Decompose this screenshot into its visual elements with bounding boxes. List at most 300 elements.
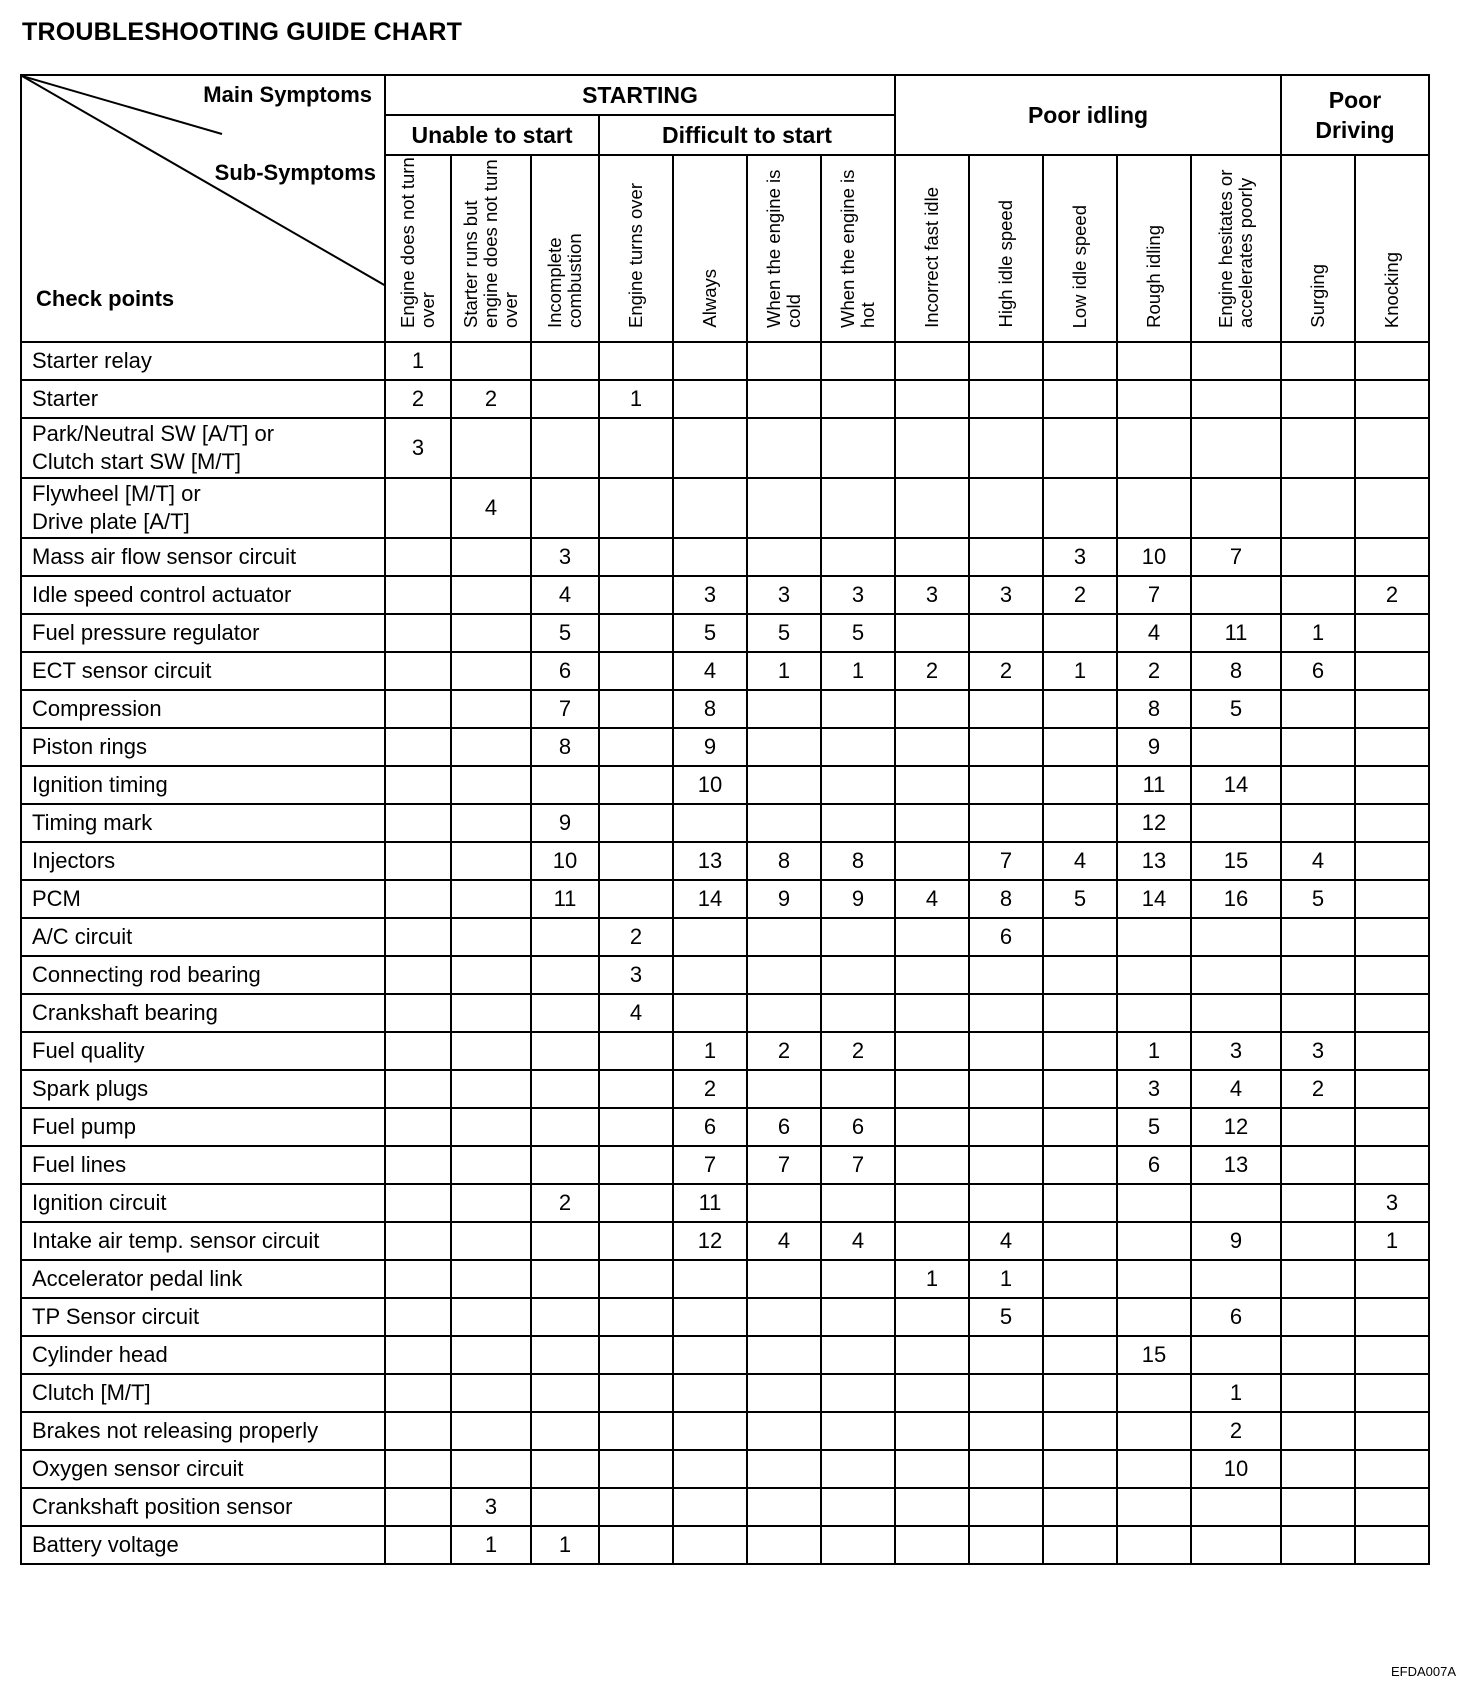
table-row — [21, 1374, 1429, 1412]
priority-cell: 14 — [673, 880, 747, 918]
sub-symptom-header — [599, 155, 673, 342]
priority-cell — [821, 1260, 895, 1298]
priority-cell — [385, 1450, 451, 1488]
subgroup-difficult-to-start: Difficult to start — [599, 115, 895, 155]
priority-cell — [969, 1488, 1043, 1526]
priority-cell — [599, 1526, 673, 1564]
priority-cell — [531, 380, 599, 418]
priority-cell — [1117, 342, 1191, 380]
priority-cell: 6 — [747, 1108, 821, 1146]
priority-cell — [385, 956, 451, 994]
priority-cell: 9 — [1191, 1222, 1281, 1260]
priority-cell — [747, 1526, 821, 1564]
priority-cell — [1281, 538, 1355, 576]
priority-cell — [747, 418, 821, 478]
priority-cell: 1 — [451, 1526, 531, 1564]
priority-cell — [1281, 1374, 1355, 1412]
priority-cell — [747, 1070, 821, 1108]
priority-cell — [969, 380, 1043, 418]
priority-cell — [1043, 956, 1117, 994]
priority-cell — [1191, 1184, 1281, 1222]
sub-symptom-header — [1043, 155, 1117, 342]
priority-cell — [1043, 1450, 1117, 1488]
figure-code: EFDA007A — [1390, 1664, 1456, 1679]
priority-cell — [451, 1336, 531, 1374]
priority-cell — [531, 994, 599, 1032]
priority-cell: 7 — [821, 1146, 895, 1184]
priority-cell — [451, 1070, 531, 1108]
priority-cell — [895, 728, 969, 766]
table-row — [21, 1070, 1429, 1108]
priority-cell — [1355, 342, 1429, 380]
priority-cell — [895, 1374, 969, 1412]
priority-cell — [1355, 1336, 1429, 1374]
table-row — [21, 1298, 1429, 1336]
priority-cell: 1 — [969, 1260, 1043, 1298]
priority-cell: 4 — [1043, 842, 1117, 880]
troubleshooting-table — [20, 74, 1430, 1565]
priority-cell: 10 — [531, 842, 599, 880]
priority-cell — [531, 1146, 599, 1184]
priority-cell — [1043, 1070, 1117, 1108]
priority-cell: 2 — [1281, 1070, 1355, 1108]
priority-cell — [385, 918, 451, 956]
priority-cell — [747, 478, 821, 538]
table-row — [21, 1412, 1429, 1450]
group-poor-idling: Poor idling — [895, 75, 1281, 155]
table-row — [21, 1488, 1429, 1526]
priority-cell — [1191, 576, 1281, 614]
priority-cell: 2 — [1355, 576, 1429, 614]
priority-cell: 3 — [1117, 1070, 1191, 1108]
sub-symptom-header — [1191, 155, 1281, 342]
priority-cell — [531, 1450, 599, 1488]
check-point-label: A/C circuit — [21, 918, 385, 956]
priority-cell — [1117, 380, 1191, 418]
priority-cell — [531, 1488, 599, 1526]
priority-cell — [673, 478, 747, 538]
priority-cell — [969, 690, 1043, 728]
check-point-label: Injectors — [21, 842, 385, 880]
priority-cell — [747, 918, 821, 956]
priority-cell — [1355, 804, 1429, 842]
priority-cell: 13 — [673, 842, 747, 880]
priority-cell — [599, 538, 673, 576]
priority-cell — [895, 1336, 969, 1374]
priority-cell — [969, 728, 1043, 766]
priority-cell — [1281, 1526, 1355, 1564]
priority-cell — [895, 766, 969, 804]
priority-cell: 6 — [531, 652, 599, 690]
check-point-label: Mass air flow sensor circuit — [21, 538, 385, 576]
priority-cell — [821, 380, 895, 418]
table-row — [21, 576, 1429, 614]
group-starting: STARTING — [385, 75, 895, 115]
priority-cell: 4 — [1117, 614, 1191, 652]
sub-symptom-header — [673, 155, 747, 342]
priority-cell — [821, 918, 895, 956]
priority-cell — [747, 1374, 821, 1412]
subgroup-unable-to-start: Unable to start — [385, 115, 599, 155]
priority-cell — [531, 1260, 599, 1298]
priority-cell — [895, 538, 969, 576]
priority-cell: 3 — [599, 956, 673, 994]
priority-cell: 1 — [895, 1260, 969, 1298]
priority-cell — [385, 478, 451, 538]
priority-cell — [1355, 418, 1429, 478]
priority-cell — [821, 1298, 895, 1336]
priority-cell — [1191, 1526, 1281, 1564]
priority-cell — [451, 1412, 531, 1450]
priority-cell — [599, 1222, 673, 1260]
sub-symptom-label: Low idle speed — [1069, 204, 1090, 328]
priority-cell — [385, 804, 451, 842]
priority-cell — [1281, 994, 1355, 1032]
priority-cell — [747, 728, 821, 766]
priority-cell — [969, 1146, 1043, 1184]
priority-cell — [747, 1260, 821, 1298]
priority-cell — [1117, 1260, 1191, 1298]
table-row — [21, 478, 1429, 538]
priority-cell: 5 — [821, 614, 895, 652]
priority-cell: 6 — [673, 1108, 747, 1146]
priority-cell: 8 — [1191, 652, 1281, 690]
sub-symptom-header — [531, 155, 599, 342]
priority-cell — [599, 1032, 673, 1070]
priority-cell — [673, 1298, 747, 1336]
priority-cell — [599, 1070, 673, 1108]
priority-cell — [747, 538, 821, 576]
priority-cell — [673, 1336, 747, 1374]
check-point-label: Timing mark — [21, 804, 385, 842]
sub-symptom-label: Engine turns over — [625, 182, 646, 328]
check-point-label: Flywheel [M/T] or Drive plate [A/T] — [21, 478, 385, 538]
priority-cell — [821, 728, 895, 766]
priority-cell — [747, 1298, 821, 1336]
priority-cell: 3 — [1281, 1032, 1355, 1070]
priority-cell — [1191, 956, 1281, 994]
main-symptoms-label: Main Symptoms — [203, 82, 372, 107]
priority-cell: 6 — [1281, 652, 1355, 690]
priority-cell — [599, 728, 673, 766]
priority-cell — [451, 842, 531, 880]
priority-cell — [599, 1488, 673, 1526]
priority-cell — [451, 690, 531, 728]
priority-cell — [1355, 766, 1429, 804]
priority-cell — [1355, 1374, 1429, 1412]
check-point-label: Fuel lines — [21, 1146, 385, 1184]
priority-cell — [599, 690, 673, 728]
priority-cell: 5 — [969, 1298, 1043, 1336]
priority-cell — [969, 1412, 1043, 1450]
priority-cell — [1117, 1488, 1191, 1526]
priority-cell — [1043, 690, 1117, 728]
priority-cell: 2 — [747, 1032, 821, 1070]
priority-cell — [531, 1070, 599, 1108]
priority-cell: 12 — [1191, 1108, 1281, 1146]
priority-cell: 10 — [1117, 538, 1191, 576]
priority-cell — [1043, 1336, 1117, 1374]
priority-cell — [451, 918, 531, 956]
priority-cell: 2 — [1117, 652, 1191, 690]
check-point-label: Idle speed control actuator — [21, 576, 385, 614]
priority-cell: 1 — [531, 1526, 599, 1564]
priority-cell — [747, 380, 821, 418]
priority-cell — [895, 1032, 969, 1070]
table-row — [21, 690, 1429, 728]
priority-cell — [451, 652, 531, 690]
chart-title: TROUBLESHOOTING GUIDE CHART — [22, 18, 463, 46]
priority-cell — [1043, 380, 1117, 418]
priority-cell: 11 — [1191, 614, 1281, 652]
priority-cell — [1117, 1298, 1191, 1336]
priority-cell — [747, 1336, 821, 1374]
check-point-label: Starter relay — [21, 342, 385, 380]
check-point-label: Spark plugs — [21, 1070, 385, 1108]
priority-cell — [1117, 1450, 1191, 1488]
sub-symptom-label: Engine hesitates or accelerates poorly — [1215, 169, 1256, 328]
priority-cell — [531, 342, 599, 380]
priority-cell — [385, 1108, 451, 1146]
priority-cell — [1355, 478, 1429, 538]
priority-cell — [599, 614, 673, 652]
priority-cell — [1281, 576, 1355, 614]
priority-cell — [385, 1070, 451, 1108]
check-point-label: Fuel pressure regulator — [21, 614, 385, 652]
priority-cell — [747, 804, 821, 842]
priority-cell: 2 — [1043, 576, 1117, 614]
priority-cell: 13 — [1191, 1146, 1281, 1184]
priority-cell — [599, 1374, 673, 1412]
check-point-label: Oxygen sensor circuit — [21, 1450, 385, 1488]
priority-cell — [451, 1032, 531, 1070]
table-row — [21, 766, 1429, 804]
priority-cell — [673, 418, 747, 478]
sub-symptom-label: Knocking — [1381, 251, 1402, 328]
priority-cell — [1043, 1184, 1117, 1222]
priority-cell: 6 — [1191, 1298, 1281, 1336]
priority-cell: 7 — [747, 1146, 821, 1184]
priority-cell: 3 — [1043, 538, 1117, 576]
priority-cell — [1355, 1298, 1429, 1336]
priority-cell: 2 — [451, 380, 531, 418]
priority-cell — [1191, 478, 1281, 538]
sub-symptom-header — [821, 155, 895, 342]
check-point-label: Ignition timing — [21, 766, 385, 804]
priority-cell — [1043, 418, 1117, 478]
priority-cell — [1191, 342, 1281, 380]
priority-cell — [531, 1412, 599, 1450]
priority-cell — [747, 690, 821, 728]
priority-cell: 5 — [1117, 1108, 1191, 1146]
priority-cell — [531, 1336, 599, 1374]
priority-cell — [531, 1298, 599, 1336]
priority-cell — [385, 728, 451, 766]
table-row — [21, 1526, 1429, 1564]
priority-cell — [673, 538, 747, 576]
check-point-label: Ignition circuit — [21, 1184, 385, 1222]
priority-cell — [1191, 418, 1281, 478]
priority-cell — [969, 342, 1043, 380]
priority-cell — [385, 538, 451, 576]
priority-cell — [385, 1412, 451, 1450]
priority-cell — [531, 918, 599, 956]
check-point-label: Crankshaft position sensor — [21, 1488, 385, 1526]
priority-cell: 5 — [1191, 690, 1281, 728]
priority-cell — [1117, 918, 1191, 956]
priority-cell — [1355, 728, 1429, 766]
priority-cell: 13 — [1117, 842, 1191, 880]
priority-cell: 3 — [821, 576, 895, 614]
priority-cell: 11 — [1117, 766, 1191, 804]
priority-cell: 5 — [531, 614, 599, 652]
priority-cell — [1191, 1336, 1281, 1374]
sub-symptom-label: Incorrect fast idle — [921, 187, 942, 328]
priority-cell — [451, 804, 531, 842]
priority-cell — [1117, 1184, 1191, 1222]
priority-cell: 10 — [673, 766, 747, 804]
priority-cell — [895, 1488, 969, 1526]
priority-cell — [969, 1184, 1043, 1222]
table-row — [21, 342, 1429, 380]
priority-cell — [451, 1450, 531, 1488]
priority-cell: 6 — [1117, 1146, 1191, 1184]
priority-cell: 4 — [599, 994, 673, 1032]
priority-cell: 5 — [1281, 880, 1355, 918]
priority-cell — [895, 690, 969, 728]
priority-cell — [599, 1260, 673, 1298]
priority-cell: 8 — [1117, 690, 1191, 728]
priority-cell — [821, 418, 895, 478]
priority-cell — [1281, 918, 1355, 956]
priority-cell — [385, 1146, 451, 1184]
priority-cell — [1117, 1222, 1191, 1260]
priority-cell: 2 — [821, 1032, 895, 1070]
priority-cell: 10 — [1191, 1450, 1281, 1488]
priority-cell: 8 — [673, 690, 747, 728]
priority-cell: 1 — [1281, 614, 1355, 652]
priority-cell — [1281, 1222, 1355, 1260]
priority-cell — [385, 1488, 451, 1526]
priority-cell — [673, 1260, 747, 1298]
priority-cell: 3 — [531, 538, 599, 576]
priority-cell — [1043, 1412, 1117, 1450]
priority-cell — [1281, 728, 1355, 766]
priority-cell — [821, 1070, 895, 1108]
priority-cell — [969, 1526, 1043, 1564]
table-row — [21, 1032, 1429, 1070]
priority-cell — [1355, 994, 1429, 1032]
priority-cell — [1355, 380, 1429, 418]
priority-cell — [599, 804, 673, 842]
check-point-label: Battery voltage — [21, 1526, 385, 1564]
table-row — [21, 652, 1429, 690]
priority-cell — [1043, 1146, 1117, 1184]
priority-cell: 3 — [673, 576, 747, 614]
priority-cell — [1281, 1298, 1355, 1336]
sub-symptom-label: Incomplete combustion — [544, 233, 585, 328]
priority-cell: 11 — [531, 880, 599, 918]
priority-cell — [747, 1184, 821, 1222]
priority-cell: 15 — [1191, 842, 1281, 880]
priority-cell — [1043, 804, 1117, 842]
priority-cell — [599, 1298, 673, 1336]
priority-cell — [1191, 1488, 1281, 1526]
priority-cell: 11 — [673, 1184, 747, 1222]
priority-cell — [451, 994, 531, 1032]
priority-cell — [1117, 478, 1191, 538]
priority-cell — [385, 994, 451, 1032]
priority-cell — [1355, 1488, 1429, 1526]
priority-cell — [531, 418, 599, 478]
priority-cell — [895, 1222, 969, 1260]
table-row — [21, 918, 1429, 956]
priority-cell — [969, 1108, 1043, 1146]
priority-cell: 8 — [821, 842, 895, 880]
priority-cell — [821, 1488, 895, 1526]
priority-cell — [385, 1260, 451, 1298]
priority-cell — [895, 614, 969, 652]
sub-symptom-label: When the engine is hot — [837, 169, 878, 328]
priority-cell — [895, 1184, 969, 1222]
priority-cell — [673, 994, 747, 1032]
priority-cell — [385, 1526, 451, 1564]
priority-cell — [821, 1336, 895, 1374]
priority-cell — [747, 1450, 821, 1488]
table-row — [21, 1108, 1429, 1146]
priority-cell: 9 — [673, 728, 747, 766]
priority-cell: 8 — [531, 728, 599, 766]
priority-cell — [385, 1184, 451, 1222]
sub-symptom-label: When the engine is cold — [763, 169, 804, 328]
priority-cell — [1355, 614, 1429, 652]
check-point-label: Park/Neutral SW [A/T] or Clutch start SW [M/T] — [21, 418, 385, 478]
priority-cell — [385, 690, 451, 728]
check-point-label: Clutch [M/T] — [21, 1374, 385, 1412]
priority-cell: 4 — [821, 1222, 895, 1260]
priority-cell — [1281, 1108, 1355, 1146]
table-row — [21, 614, 1429, 652]
priority-cell — [451, 766, 531, 804]
priority-cell — [385, 1222, 451, 1260]
check-point-label: Intake air temp. sensor circuit — [21, 1222, 385, 1260]
priority-cell: 7 — [1117, 576, 1191, 614]
priority-cell — [895, 1070, 969, 1108]
priority-cell — [1117, 1526, 1191, 1564]
priority-cell — [969, 614, 1043, 652]
priority-cell — [1355, 1032, 1429, 1070]
priority-cell — [969, 1032, 1043, 1070]
table-row — [21, 538, 1429, 576]
priority-cell: 3 — [1191, 1032, 1281, 1070]
priority-cell — [747, 956, 821, 994]
priority-cell: 1 — [1117, 1032, 1191, 1070]
priority-cell — [1355, 652, 1429, 690]
priority-cell: 2 — [531, 1184, 599, 1222]
priority-cell: 3 — [895, 576, 969, 614]
priority-cell — [451, 1298, 531, 1336]
priority-cell: 4 — [531, 576, 599, 614]
priority-cell — [969, 766, 1043, 804]
priority-cell — [673, 1412, 747, 1450]
priority-cell — [1043, 918, 1117, 956]
priority-cell: 4 — [451, 478, 531, 538]
table-row — [21, 804, 1429, 842]
priority-cell — [1117, 956, 1191, 994]
priority-cell — [969, 478, 1043, 538]
priority-cell — [1043, 614, 1117, 652]
sub-symptom-header — [385, 155, 451, 342]
